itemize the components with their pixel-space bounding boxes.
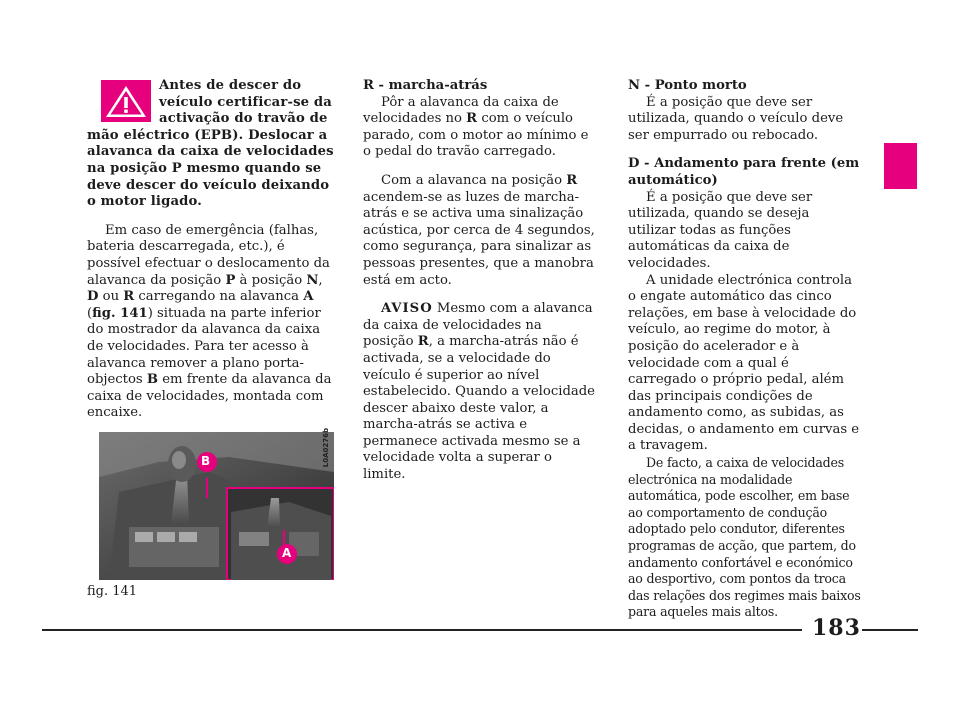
section-tab [884,143,917,189]
reverse-warning-paragraph: AVISO Mesmo com a alavanca da caixa de velocidades na posição R, a marcha-atrás não é activada, se a velocidade do veículo é superior ao nível estabelecido. Quando a velocidade descer abaixo deste valor, a marcha-atrás se activa e permanece activada mesmo se a velocidade volta a superar o limite. [363,301,595,483]
page-number: 183 [812,615,861,641]
figure-141-photo [99,432,334,580]
drive-paragraph-1: É a posição que deve ser utilizada, quando se deseja utilizar todas as funções automáticas da caixa de velocidades. [628,189,813,271]
column-left [87,78,337,422]
figure-label-b: B [201,454,211,468]
footer-rule-right [862,629,918,631]
warning-triangle-icon [101,80,151,122]
neutral-paragraph: É a posição que deve ser utilizada, quando o veículo deve ser empurrado ou rebocado. [628,94,844,143]
emergency-paragraph: Em caso de emergência (falhas, bateria descarregada, etc.), é possível efectuar o deslocamento da alavanca da posição P à posição N, D ou R carregando na alavanca A (fig. 141) situada na parte inferior do mostrador da alavanca da caixa de velocidades. Para ter acesso à alavanca remover a plano porta-objectos B em frente da alavanca da caixa de velocidades, montada com encaixe. [87,222,332,421]
column-middle [363,78,595,484]
figure-caption: fig. 141 [87,584,138,599]
footer-rule-left [42,629,802,631]
column-right [628,78,861,621]
heading-reverse: R - marcha-atrás [363,78,488,93]
figure-label-a: A [282,546,292,560]
heading-drive: D - Andamento para frente (em automático) [628,156,860,188]
reverse-paragraph-1: Pôr a alavanca da caixa de velocidades no R com o veículo parado, com o motor ao mínimo e o pedal do travão carregado. [363,94,589,160]
drive-paragraph-2: A unidade electrónica controla o engate automático das cinco relações, em base à velocidade do veículo, ao regime do motor, à posição do acelerador e à velocidade com a qual é carregado o próprio pedal, além das principais condições de andamento como, as subidas, as decidas, o andamento em curvas e a travagem. [628,272,860,454]
drive-paragraph-3: De facto, a caixa de velocidades electrónica na modalidade automática, pode escolher, em base ao comportamento de condução adoptado pelo condutor, diferentes programas de acção, que partem, do andamento confortável e económico ao desportivo, com pontos da troca das relações dos regimes mais baixos para aqueles mais altos. [628,455,861,620]
figure-code: L0A0276b [322,428,330,468]
warning-text: Antes de descer do veículo certificar-se da activação do travão de mão eléctrico (EPB). Deslocar a alavanca da caixa de velocidades na posição P mesmo quando se deve descer do veículo deixando o motor ligado. [87,78,334,210]
heading-neutral: N - Ponto morto [628,78,747,93]
reverse-paragraph-2: Com a alavanca na posição R acendem-se as luzes de marcha-atrás e se activa uma sinalização acústica, por cerca de 4 segundos, como segurança, para sinalizar as pessoas presentes, que a manobra está em acto. [363,172,595,288]
gear-lever-illustration [99,432,334,580]
warning-block [87,78,337,211]
